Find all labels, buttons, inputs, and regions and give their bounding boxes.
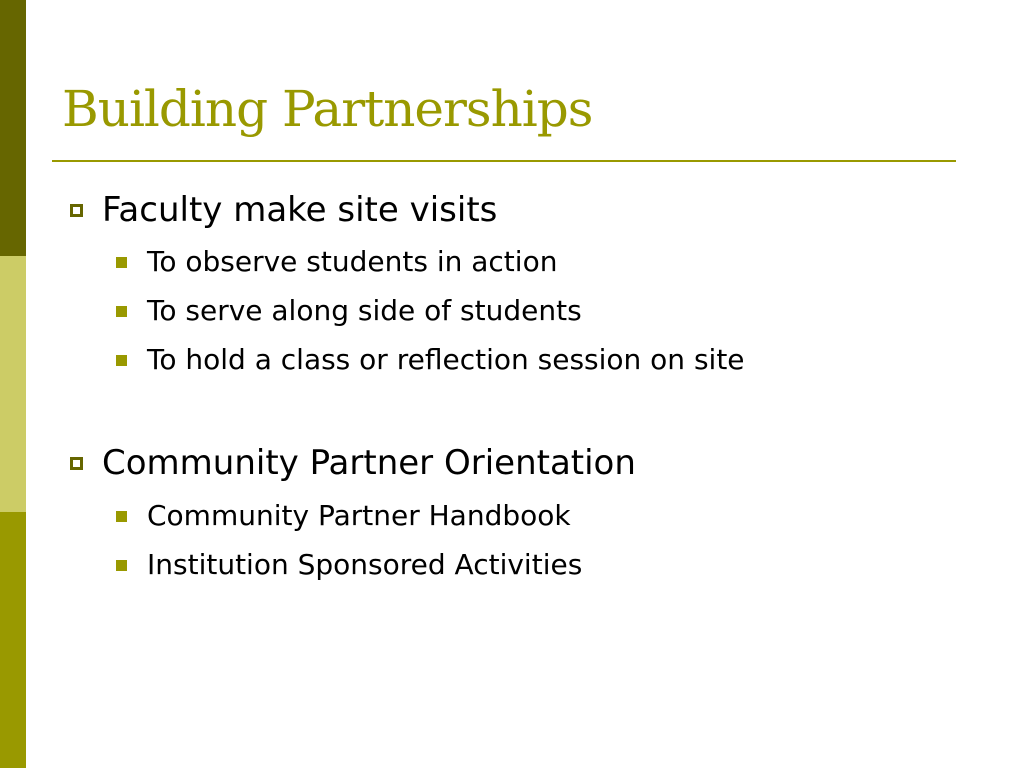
bullet-text: Faculty make site visits [102, 190, 498, 230]
filled-square-bullet-icon [116, 355, 127, 366]
bullet-community-partner-orientation [70, 443, 636, 483]
sub-bullet-text: To serve along side of students [147, 294, 582, 327]
filled-square-bullet-icon [116, 511, 127, 522]
filled-square-bullet-icon [116, 257, 127, 268]
sub-bullet-text: To observe students in action [147, 245, 558, 278]
bullet-text: Community Partner Orientation [102, 443, 636, 483]
filled-square-bullet-icon [116, 560, 127, 571]
slide-title: Building Partnerships [62, 80, 593, 138]
sub-bullet-partner-handbook [116, 499, 571, 532]
sub-bullet-sponsored-activities [116, 548, 583, 581]
sub-bullet-text: Community Partner Handbook [147, 499, 571, 532]
sub-bullet-text: To hold a class or reflection session on site [147, 343, 745, 376]
bullet-faculty-site-visits [70, 190, 498, 230]
sub-bullet-observe-students [116, 245, 558, 278]
sub-bullet-text: Institution Sponsored Activities [147, 548, 583, 581]
sub-bullet-hold-class [116, 343, 745, 376]
hollow-square-bullet-icon [70, 457, 83, 470]
filled-square-bullet-icon [116, 306, 127, 317]
hollow-square-bullet-icon [70, 204, 83, 217]
sub-bullet-serve-alongside [116, 294, 582, 327]
